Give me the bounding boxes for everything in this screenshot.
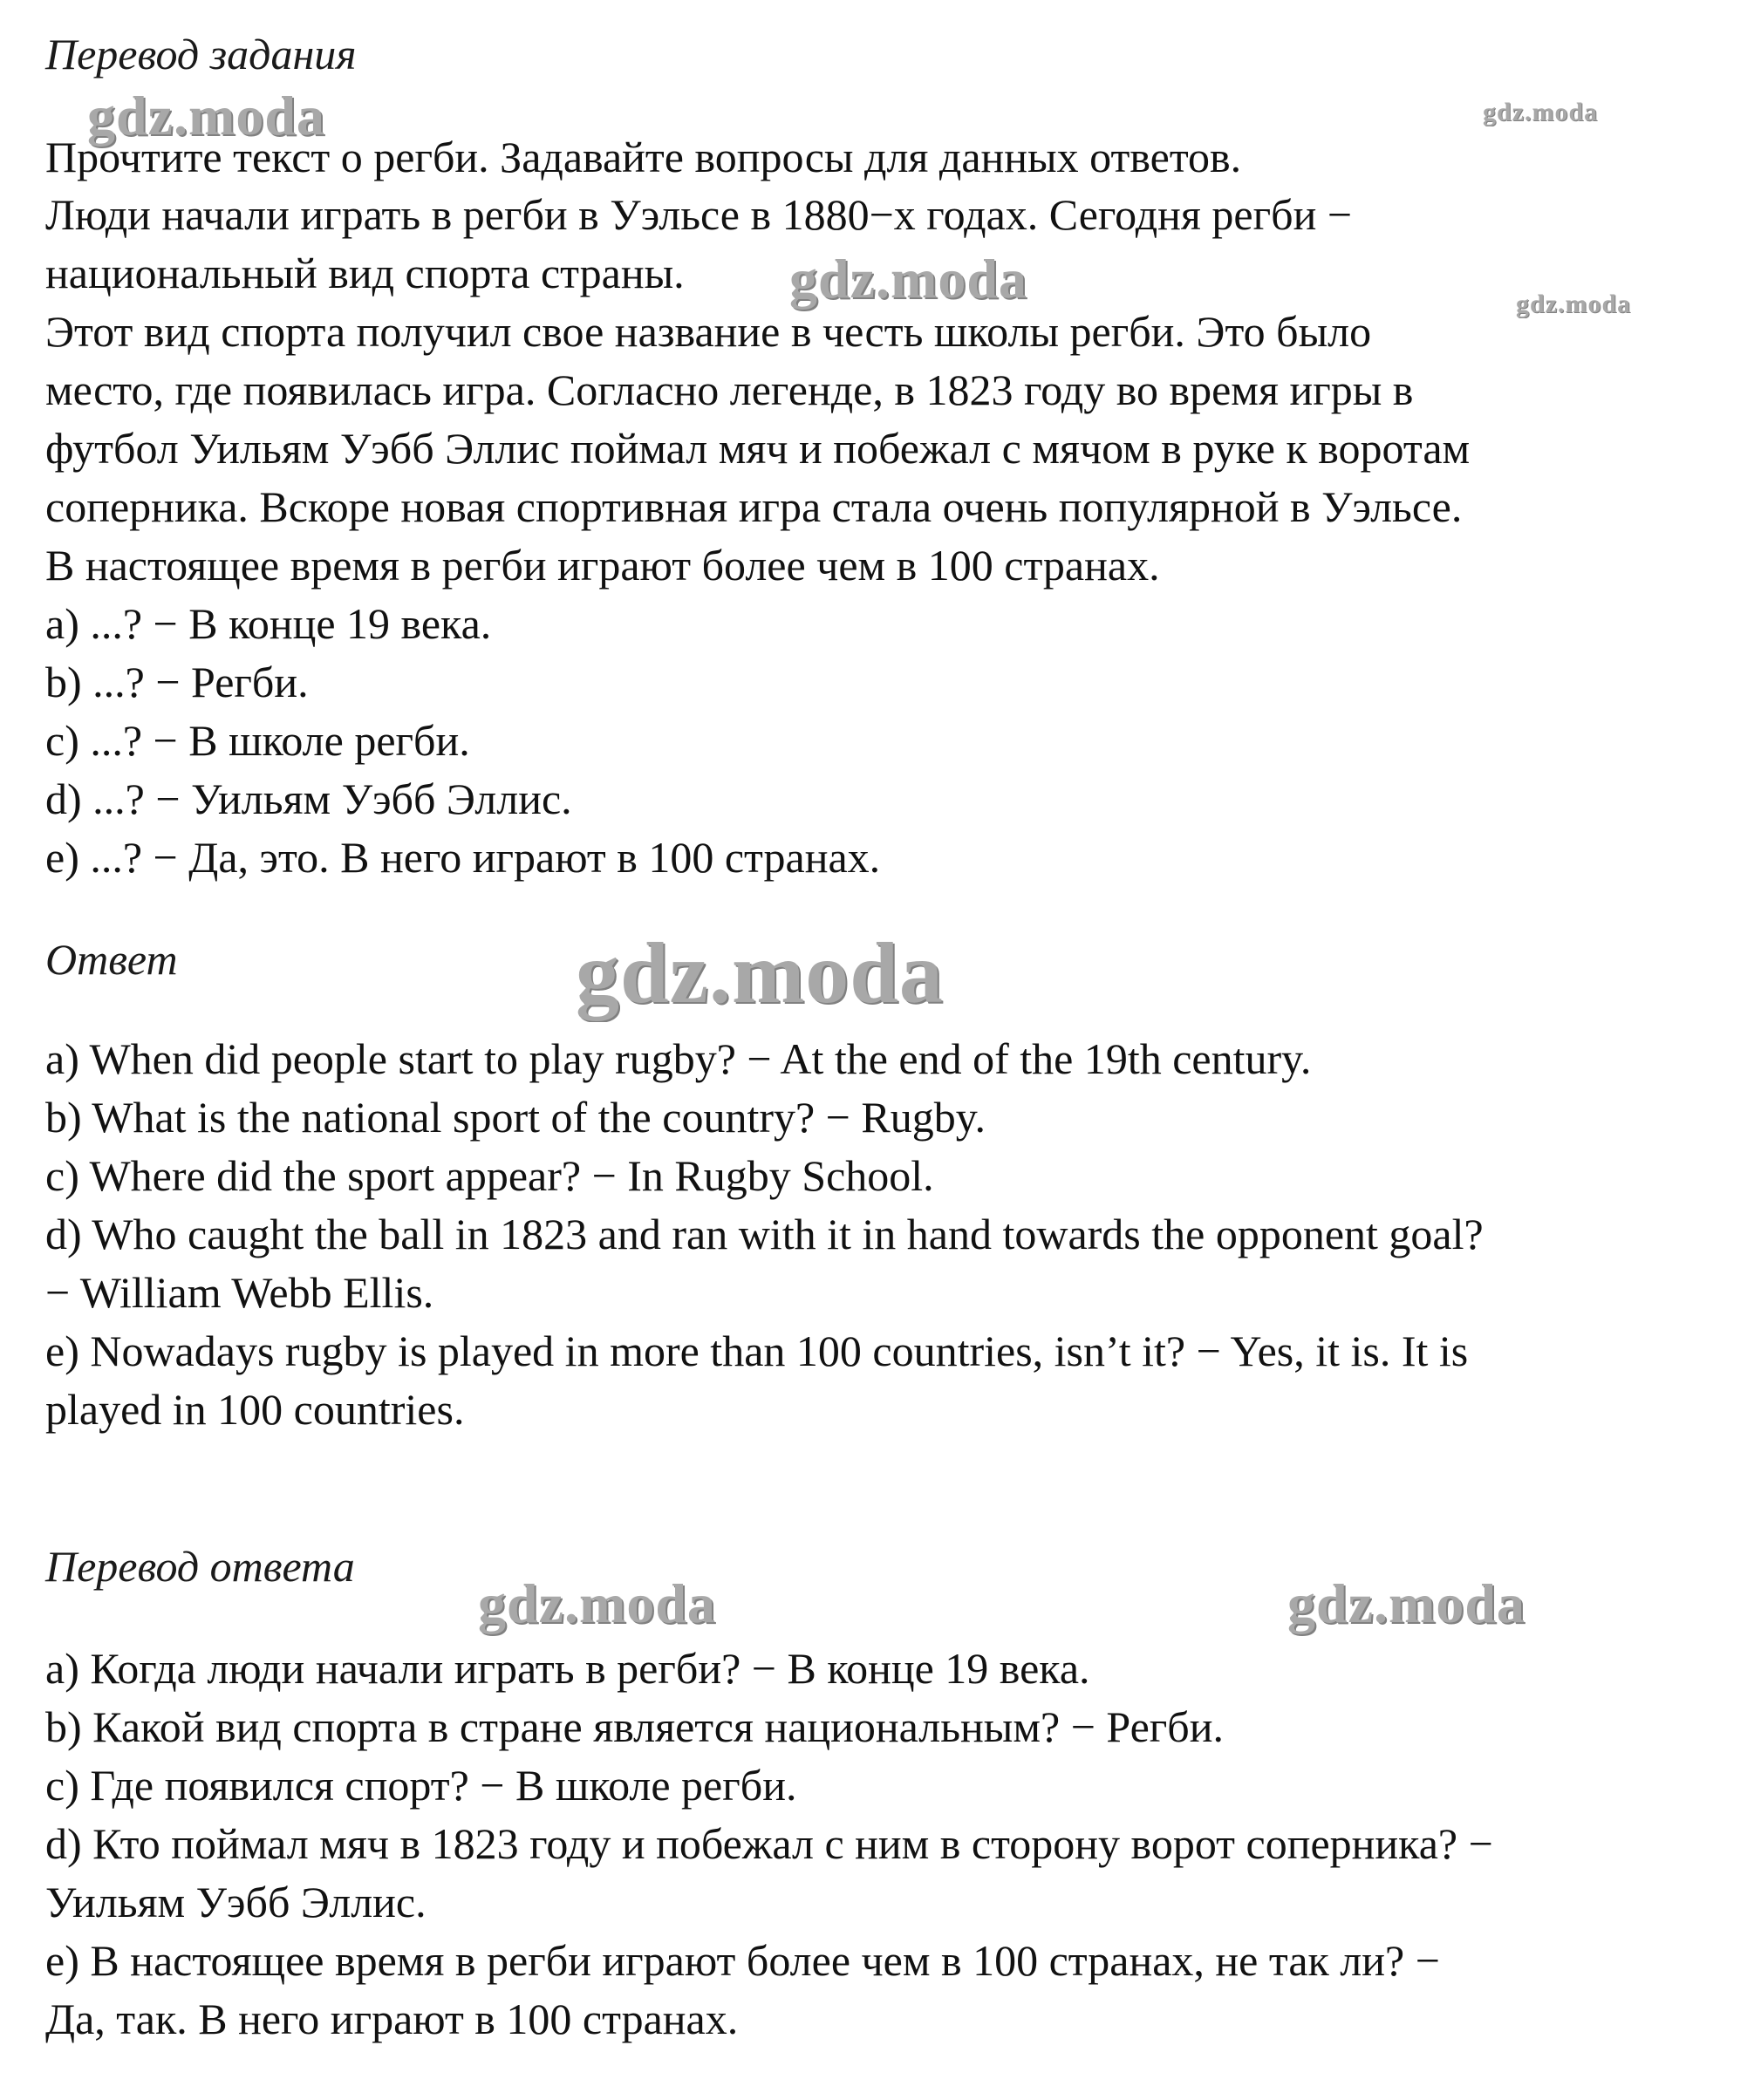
- watermark: gdz.moda: [478, 1572, 716, 1634]
- watermark: gdz.moda: [576, 924, 944, 1021]
- answer-item-e-cont: played in 100 countries.: [45, 1385, 465, 1434]
- watermark: gdz.moda: [1516, 290, 1632, 318]
- answer-item-b: b) What is the national sport of the country? − Rugby.: [45, 1093, 986, 1142]
- task-item-e: e) ...? − Да, это. В него играют в 100 странах.: [45, 833, 881, 882]
- task-line-6: футбол Уильям Уэбб Эллис поймал мяч и побежал с мячом в руке к воротам: [45, 424, 1471, 473]
- task-line-7: соперника. Вскоре новая спортивная игра стала очень популярной в Уэльсе.: [45, 482, 1463, 531]
- task-line-8: В настоящее время в регби играют более чем в 100 странах.: [45, 541, 1160, 590]
- translation-item-e: e) В настоящее время в регби играют более чем в 100 странах, не так ли? −: [45, 1936, 1440, 1985]
- answer-item-e: e) Nowadays rugby is played in more than 100 countries, isn’t it? − Yes, it is. It is: [45, 1326, 1469, 1375]
- translation-item-c: c) Где появился спорт? − В школе регби.: [45, 1761, 797, 1810]
- task-line-1: Прочтите текст о регби. Задавайте вопросы для данных ответов.: [45, 133, 1242, 181]
- task-item-d: d) ...? − Уильям Уэбб Эллис.: [45, 774, 572, 823]
- answer-item-c: c) Where did the sport appear? − In Rugby School.: [45, 1151, 934, 1200]
- answer-item-d-cont: − William Webb Ellis.: [45, 1268, 434, 1317]
- task-item-b: b) ...? − Регби.: [45, 658, 309, 706]
- translation-item-d-cont: Уильям Уэбб Эллис.: [45, 1878, 427, 1926]
- translation-item-d: d) Кто поймал мяч в 1823 году и побежал с ним в сторону ворот соперника? −: [45, 1819, 1493, 1868]
- answer-item-d: d) Who caught the ball in 1823 and ran with it in hand towards the opponent goal?: [45, 1210, 1484, 1258]
- watermark: gdz.moda: [87, 85, 325, 147]
- translation-item-a: a) Когда люди начали играть в регби? − В конце 19 века.: [45, 1644, 1090, 1693]
- translation-item-b: b) Какой вид спорта в стране является национальным? − Регби.: [45, 1702, 1224, 1751]
- translation-item-e-cont: Да, так. В него играют в 100 странах.: [45, 1994, 739, 2043]
- answer-heading: Ответ: [45, 935, 178, 984]
- answer-translation-heading: Перевод ответа: [45, 1542, 355, 1591]
- task-item-c: c) ...? − В школе регби.: [45, 716, 470, 765]
- task-translation-heading: Перевод задания: [45, 30, 357, 78]
- answer-item-a: a) When did people start to play rugby? − At the end of the 19th century.: [45, 1034, 1312, 1083]
- task-line-2: Люди начали играть в регби в Уэльсе в 1880−х годах. Сегодня регби −: [45, 190, 1353, 239]
- task-line-3: национальный вид спорта страны.: [45, 249, 685, 297]
- task-line-5: место, где появилась игра. Согласно легенде, в 1823 году во время игры в: [45, 365, 1414, 414]
- watermark: gdz.moda: [1287, 1572, 1525, 1634]
- task-item-a: a) ...? − В конце 19 века.: [45, 599, 492, 648]
- watermark: gdz.moda: [1483, 98, 1599, 126]
- watermark: gdz.moda: [789, 248, 1027, 310]
- task-line-4: Этот вид спорта получил свое название в честь школы регби. Это было: [45, 307, 1372, 356]
